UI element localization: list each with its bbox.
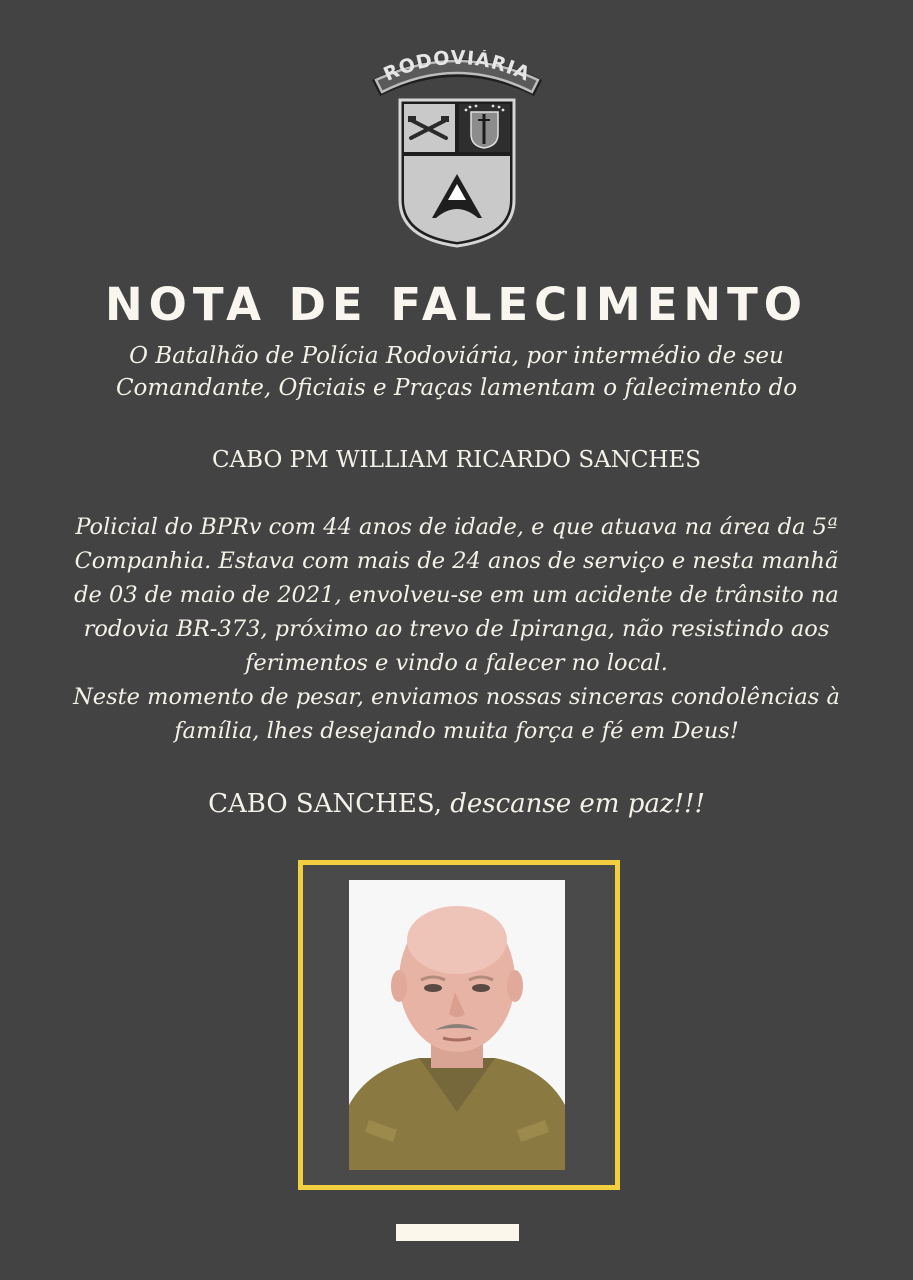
body-line: rodovia BR-373, próximo ao trevo de Ipiranga, não resistindo aos [83, 616, 830, 642]
farewell-line [0, 786, 913, 822]
body-line: Policial do BPRv com 44 anos de idade, e que atuava na área da 5ª [75, 514, 838, 540]
body-line: ferimentos e vindo a falecer no local. [245, 650, 668, 676]
body-line: família, lhes desejando muita força e fé em Deus! [174, 718, 739, 744]
intro-line: O Batalhão de Polícia Rodoviária, por intermédio de seu [129, 343, 784, 369]
body-line: de 03 de maio de 2021, envolveu-se em um acidente de trânsito na [74, 582, 839, 608]
portrait-person-icon [349, 880, 565, 1170]
farewell-text: descanse em paz!!! [450, 789, 705, 819]
portrait-photo [349, 880, 565, 1170]
decorative-bar [396, 1224, 519, 1241]
deceased-name: CABO PM WILLIAM RICARDO SANCHES [211, 447, 702, 473]
battalion-emblem [366, 50, 548, 250]
emblem-shield-icon [366, 50, 548, 250]
notice-body [26, 510, 887, 748]
emblem-banner-text: RODOVIÁRIA [380, 50, 534, 86]
notice-title: NOTA DE FALECIMENTO [104, 278, 809, 331]
body-line: Neste momento de pesar, enviamos nossas sinceras condolências à [73, 684, 840, 710]
farewell-name: CABO SANCHES, [208, 789, 442, 819]
notice-intro [40, 340, 873, 404]
portrait-frame [298, 860, 620, 1190]
body-line: Companhia. Estava com mais de 24 anos de serviço e nesta manhã [74, 548, 839, 574]
intro-line: Comandante, Oficiais e Praças lamentam o falecimento do [115, 375, 798, 401]
